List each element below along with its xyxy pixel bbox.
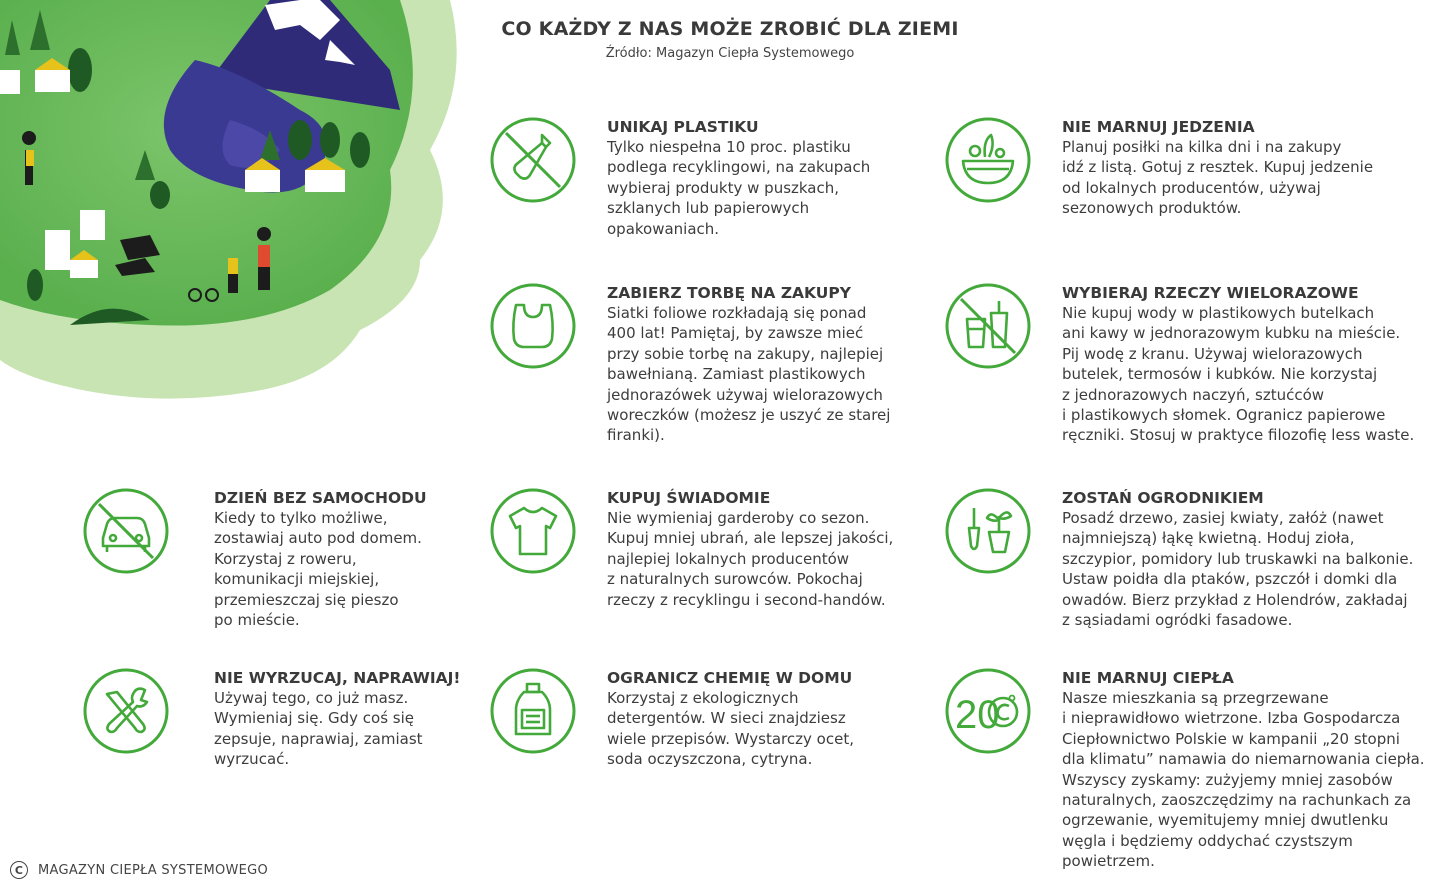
no-car-icon bbox=[83, 488, 169, 574]
copyright-icon: C bbox=[10, 861, 28, 879]
landscape-illustration bbox=[0, 0, 470, 420]
tip-title: NIE WYRZUCAJ, NAPRAWIAJ! bbox=[214, 669, 461, 687]
twenty-label: 20 bbox=[955, 693, 1000, 737]
tip-body: Kiedy to tylko możliwe, zostawiaj auto pod domem. Korzystaj z roweru, komunikacji miejskiej, przemieszczaj się pieszo po mieście. bbox=[214, 509, 422, 630]
twenty-degrees-icon bbox=[945, 668, 1031, 754]
tip-title: ZABIERZ TORBĘ NA ZAKUPY bbox=[607, 284, 851, 302]
no-disposables-icon bbox=[945, 283, 1031, 369]
tip-body: Nasze mieszkania są przegrzewane i nieprawidłowo wietrzone. Izba Gospodarcza Ciepłownictwo Polskie w kampanii „20 stopni dla klimatu” namawia do niemarnowania ciepła. Wszyscy zyskamy: zużyjemy mniej zasobów naturalnych, zaoszczędzimy na rachunkach za ogrzewanie, wyemitujemy mniej dwutlenku węgla i będziemy oddychać czystszym powietrzem. bbox=[1062, 689, 1425, 871]
tip-body: Nie kupuj wody w plastikowych butelkach ani kawy w jednorazowym kubku na mieście. Pij wodę z kranu. Używaj wielorazowych butelek, termosów i kubków. Nie korzystaj z jednorazowych naczyń, sztućców i plastikowych słomek. Ogranicz papierowe ręczniki. Stosuj w praktyce filozofię less waste. bbox=[1062, 304, 1415, 445]
no-plastic-bottle-icon bbox=[490, 117, 576, 203]
tip-title: UNIKAJ PLASTIKU bbox=[607, 118, 759, 136]
detergent-bottle-icon bbox=[490, 668, 576, 754]
tip-title: OGRANICZ CHEMIĘ W DOMU bbox=[607, 669, 853, 687]
tip-title: KUPUJ ŚWIADOMIE bbox=[607, 489, 771, 507]
tip-body: Używaj tego, co już masz. Wymieniaj się. Gdy coś się zepsuje, naprawiaj, zamiast wyrzucać. bbox=[214, 689, 423, 769]
source-line: Źródło: Magazyn Ciepła Systemowego bbox=[605, 46, 855, 61]
food-bowl-icon bbox=[945, 117, 1031, 203]
footer-credit bbox=[10, 861, 268, 879]
infographic-header bbox=[440, 18, 1020, 61]
tip-title: NIE MARNUJ JEDZENIA bbox=[1062, 118, 1255, 136]
tshirt-icon bbox=[490, 488, 576, 574]
tip-title: ZOSTAŃ OGRODNIKIEM bbox=[1062, 489, 1264, 507]
tip-title: DZIEŃ BEZ SAMOCHODU bbox=[214, 489, 427, 507]
tip-title: WYBIERAJ RZECZY WIELORAZOWE bbox=[1062, 284, 1359, 302]
tip-body: Siatki foliowe rozkładają się ponad 400 lat! Pamiętaj, by zawsze mieć przy sobie torbę na zakupy, najlepiej bawełnianą. Zamiast plastikowych jednorazówek używaj wielorazowych woreczków (możesz je uszyć ze starej firanki). bbox=[607, 304, 891, 445]
tip-body: Posadź drzewo, zasiej kwiaty, załóż (nawet najmniejszą) łąkę kwietną. Hoduj zioła, szczypior, pomidory lub truskawki na balkonie. Ustaw poidła dla ptaków, pszczół i domki dla owadów. Bierz przykład z Holendrów, zakładaj z sąsiadami ogródki fasadowe. bbox=[1062, 509, 1414, 630]
shopping-bag-icon bbox=[490, 283, 576, 369]
tip-body: Tylko niespełna 10 proc. plastiku podlega recyklingowi, na zakupach wybieraj produkty w puszkach, szklanych lub papierowych opakowaniach. bbox=[607, 138, 871, 238]
garden-plant-icon bbox=[945, 488, 1031, 574]
footer-text: MAGAZYN CIEPŁA SYSTEMOWEGO bbox=[38, 862, 269, 878]
tip-title: NIE MARNUJ CIEPŁA bbox=[1062, 669, 1234, 687]
repair-tools-icon bbox=[83, 668, 169, 754]
tip-body: Planuj posiłki na kilka dni i na zakupy idź z listą. Gotuj z resztek. Kupuj jedzenie od lokalnych producentów, używaj sezonowych produktów. bbox=[1062, 138, 1374, 218]
tip-body: Korzystaj z ekologicznych detergentów. W sieci znajdziesz wiele przepisów. Wystarczy ocet, soda oczyszczona, cytryna. bbox=[607, 689, 854, 769]
tip-body: Nie wymieniaj garderoby co sezon. Kupuj mniej ubrań, ale lepszej jakości, najlepiej lokalnych producentów z naturalnych surowców. Pokochaj rzeczy z recyklingu i second-handów. bbox=[607, 509, 894, 609]
page-title: CO KAŻDY Z NAS MOŻE ZROBIĆ DLA ZIEMI bbox=[501, 18, 959, 40]
